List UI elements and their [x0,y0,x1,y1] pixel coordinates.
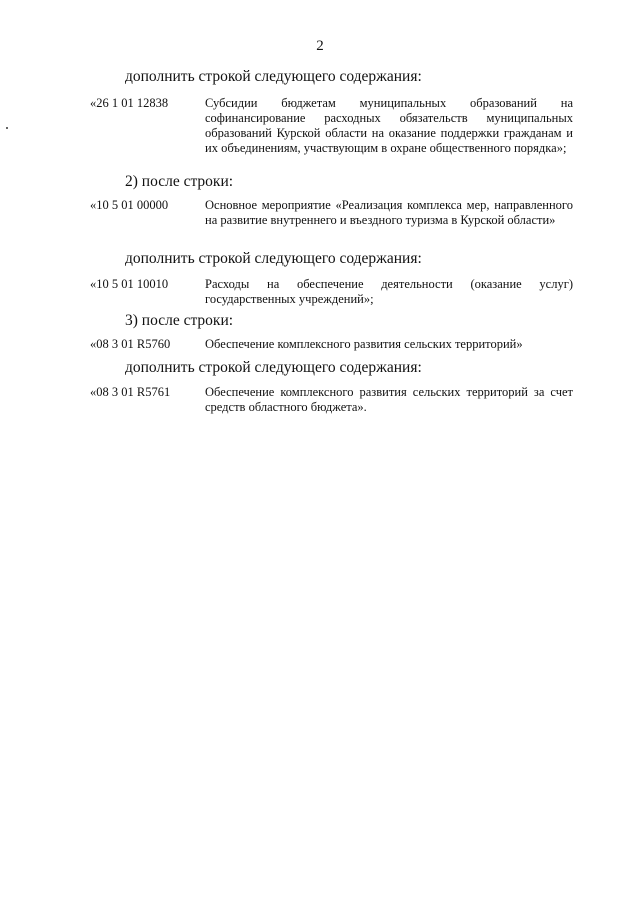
budget-description: Субсидии бюджетам муниципальных образований на софинансирование расходных обязательств муниципальных образований Курской области на оказание поддержки гражданам и их объединениям, участвующим в охране общественного порядка»; [205,96,573,155]
budget-code: «10 5 01 10010 [90,277,169,291]
section-heading: дополнить строкой следующего содержания: [125,359,422,376]
section-heading: 2) после строки: [125,173,234,190]
budget-description: Расходы на обеспечение деятельности (оказание услуг) государственных учреждений»; [205,277,573,306]
budget-description: Обеспечение комплексного развития сельских территорий» [205,337,523,351]
budget-code: «08 3 01 R5761 [90,385,171,399]
section-heading: дополнить строкой следующего содержания: [125,68,422,85]
budget-code: «10 5 01 00000 [90,198,169,212]
section-heading: 3) после строки: [125,312,234,329]
margin-mark [6,127,8,129]
budget-description: Обеспечение комплексного развития сельских территорий за счет средств областного бюджета». [205,385,573,414]
budget-code: «08 3 01 R5760 [90,337,171,351]
page-number: 2 [316,38,324,54]
budget-description: Основное мероприятие «Реализация комплекса мер, направленного на развитие внутреннего и въездного туризма в Курской области» [205,198,573,227]
section-heading: дополнить строкой следующего содержания: [125,250,422,267]
budget-code: «26 1 01 12838 [90,96,169,110]
